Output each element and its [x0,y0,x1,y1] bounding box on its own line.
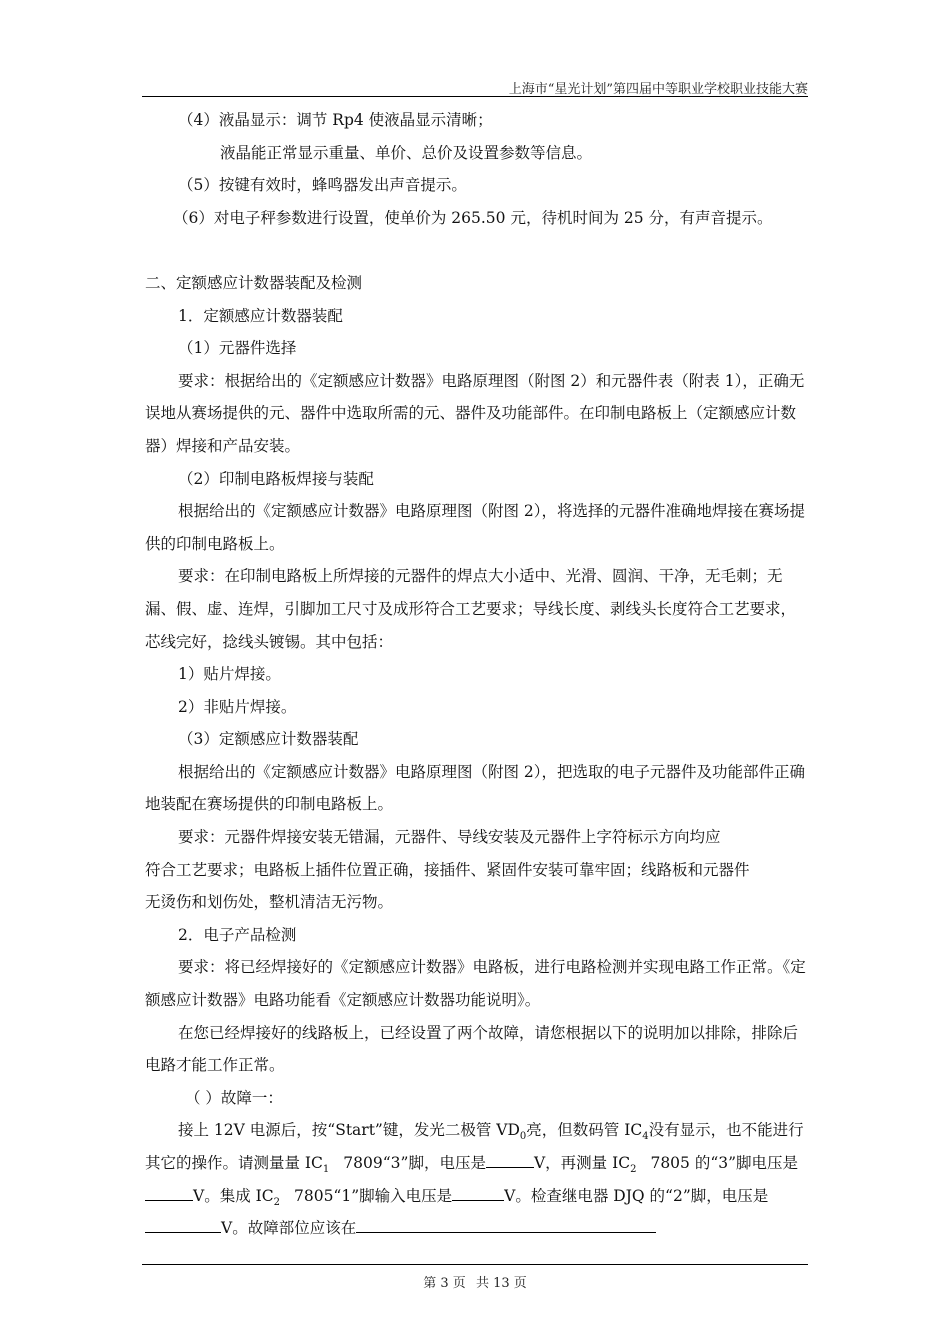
paragraph: 要求：在印制电路板上所焊接的元器件的焊点大小适中、光滑、圆润、干净，无毛刺；无漏、假、虚、连焊，引脚加工尺寸及成形符合工艺要求；导线长度、剥线头长度符合工艺要求，芯线完好，捻线头镀锡。其中包括： [145,567,797,651]
fault-text: V，再测量 IC [533,1154,631,1172]
paragraph: 在您已经焊接好的线路板上，已经设置了两个故障，请您根据以下的说明加以排除，排除后电路才能工作正常。 [145,1023,799,1075]
paragraph: 要求：将已经焊接好的《定额感应计数器》电路板，进行电路检测并实现电路工作正常。《定额感应计数器》电路功能看《定额感应计数器功能说明》。 [145,958,806,1010]
page-header-title: 上海市“星光计划”第四届中等职业学校职业技能大赛 [508,82,808,97]
paragraph: （4）液晶显示：调节 Rp4 使液晶显示清晰； [178,111,493,129]
subscript: 1 [322,1164,330,1175]
item-heading: （3）定额感应计数器装配 [178,730,359,749]
fault-text: V。检查继电器 DJQ 的“2”脚，电压是 [504,1186,769,1205]
paragraph: 要求：根据给出的《定额感应计数器》电路原理图（附图 2）和元器件表（附表 1），正确无误地从赛场提供的元、器件中选取所需的元、器件及功能部件。在印制电路板上（定额感应计数器）焊接和产品安装。 [145,371,805,455]
answer-blank[interactable] [356,1216,656,1233]
list-item: 2）非贴片焊接。 [178,697,297,716]
header-divider [142,96,808,97]
fault-text: 7805“1”脚输入电压是 [293,1186,453,1205]
fault-text: 7809“3”脚，电压是 [343,1154,486,1172]
fault-paragraph [145,1114,809,1244]
paragraph: 液晶能正常显示重量、单价、总价及设置参数等信息。 [220,143,593,162]
fault-text: 接上 12V 电源后，按“Start”键，发光二极管 VD [178,1121,520,1140]
document-body [145,104,809,1245]
answer-blank[interactable] [145,1184,193,1201]
paragraph: 符合工艺要求；电路板上插件位置正确，接插件、紧固件安装可靠牢固；线路板和元器件 [145,860,750,879]
footer-divider [142,1264,808,1265]
paragraph: 要求：元器件焊接安装无错漏，元器件、导线安装及元器件上字符标示方向均应 [178,828,721,847]
subscript: 4 [642,1131,649,1143]
fault-text: 亮，但数码管 IC [526,1121,643,1140]
paragraph: 根据给出的《定额感应计数器》电路原理图（附图 2），将选择的元器件准确地焊接在赛场提供的印制电路板上。 [145,502,806,553]
fault-text: V。故障部位应该在 [221,1219,357,1238]
subscript: 0 [519,1131,527,1143]
paragraph: 根据给出的《定额感应计数器》电路原理图（附图 2），把选取的电子元器件及功能部件正确地装配在赛场提供的印制电路板上。 [145,762,806,814]
subsection-heading: 1．定额感应计数器装配 [178,306,343,325]
subsection-heading: 2．电子产品检测 [178,925,297,944]
subscript: 2 [630,1164,637,1175]
answer-blank[interactable] [452,1184,504,1201]
paragraph: （5）按键有效时，蜂鸣器发出声音提示。 [178,176,467,195]
list-item: 1）贴片焊接。 [178,665,281,684]
subscript: 2 [273,1196,280,1208]
paragraph: （6）对电子秤参数进行设置，使单价为 265.50 元，待机时间为 25 分，有声音提示。 [173,208,773,227]
answer-blank[interactable] [145,1216,221,1233]
spacer [145,234,809,267]
page-total: 共 13 页 [475,1276,527,1291]
fault-heading: （ ）故障一： [185,1088,283,1107]
fault-text: 7805 的“3”脚电压是 [650,1154,799,1172]
item-heading: （1）元器件选择 [178,339,297,358]
answer-blank[interactable] [486,1151,534,1168]
fault-text: 没有显示，也不能进行其它的操作。请测量量 IC [145,1121,804,1172]
page-footer [0,1272,950,1291]
fault-text: V。集成 IC [193,1186,274,1205]
paragraph: 无烫伤和划伤处，整机清洁无污物。 [145,893,394,912]
section-heading: 二、定额感应计数器装配及检测 [145,273,363,292]
page-number: 第 3 页 [423,1276,466,1291]
item-heading: （2）印制电路板焊接与装配 [178,469,374,488]
